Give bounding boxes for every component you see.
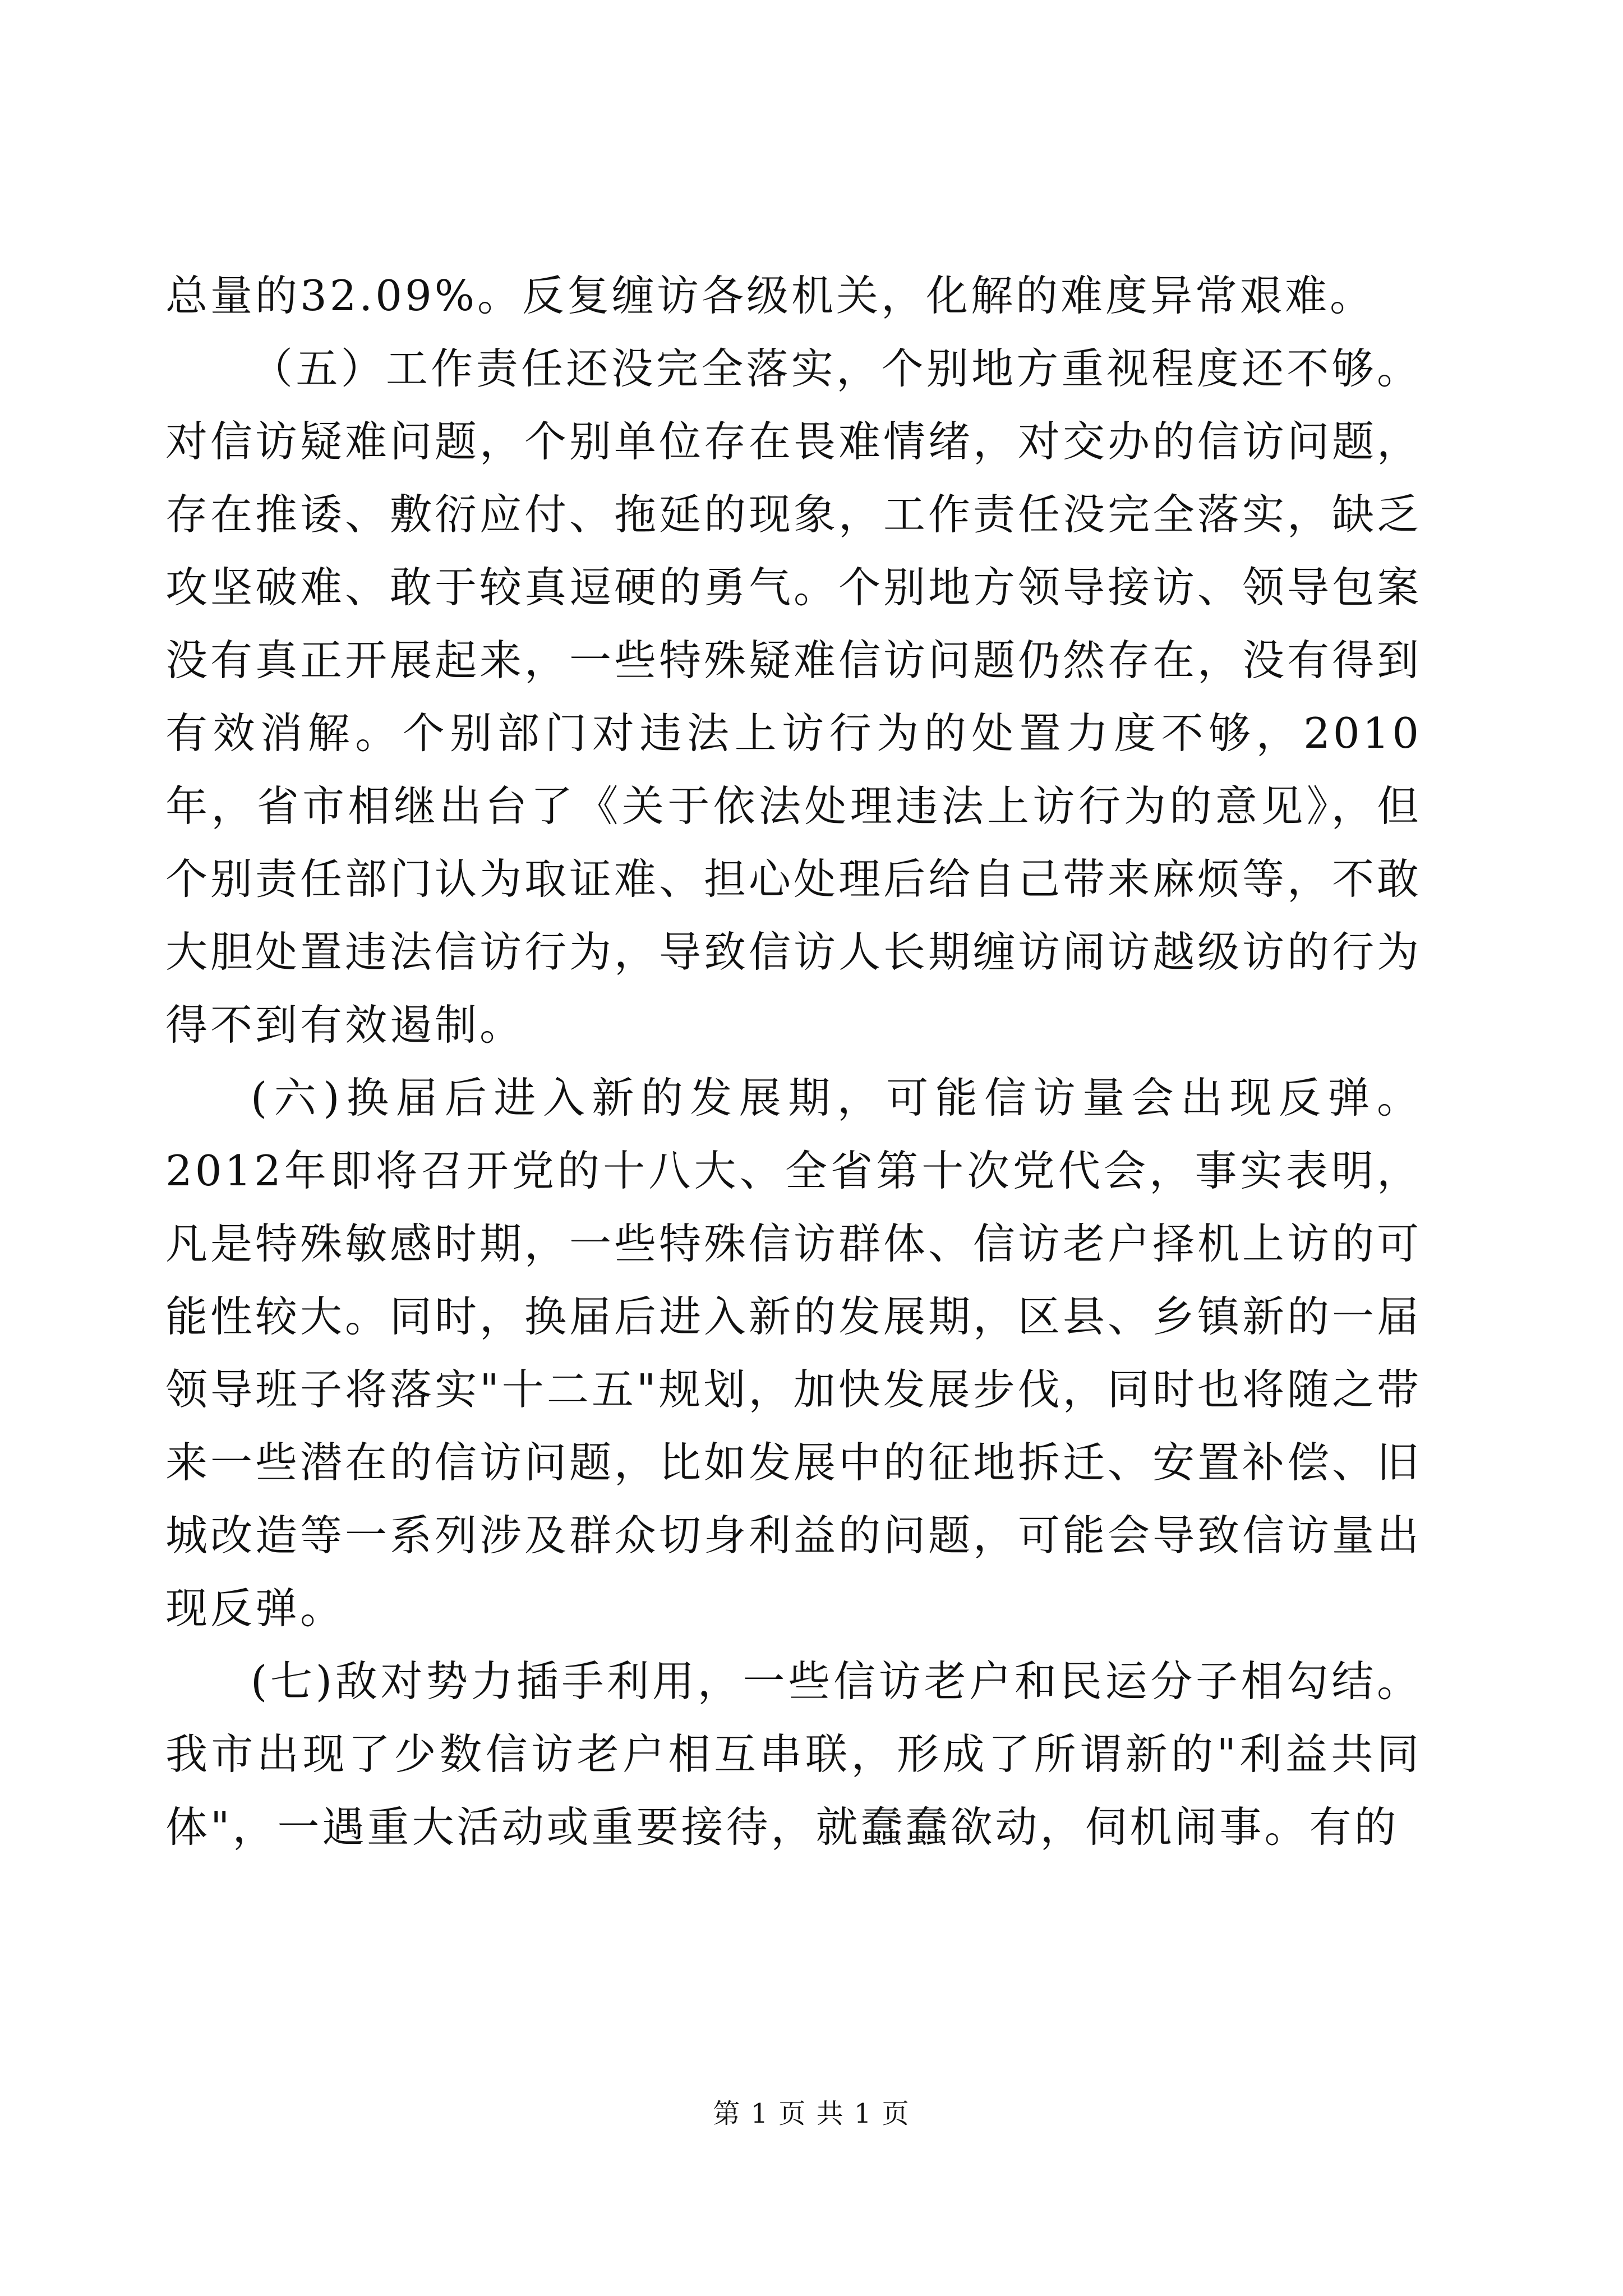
paragraph-section-five: （五）工作责任还没完全落实，个别地方重视程度还不够。对信访疑难问题，个别单位存在畏难情绪，对交办的信访问题，存在推诿、敷衍应付、拖延的现象，工作责任没完全落实，缺乏攻坚破难、敢于较真逗硬的勇气。个别地方领导接访、领导包案没有真正开展起来，一些特殊疑难信访问题仍然存在，没有得到有效消解。个别部门对违法上访行为的处置力度不够，2010年，省市相继出台了《关于依法处理违法上访行为的意见》，但个别责任部门认为取证难、担心处理后给自己带来麻烦等，不敢大胆处置违法信访行为，导致信访人长期缠访闹访越级访的行为得不到有效遏制。 — [165, 344, 1422, 1050]
paragraph-section-seven: (七)敌对势力插手利用，一些信访老户和民运分子相勾结。我市出现了少数信访老户相互串联，形成了所谓新的"利益共同体"，一遇重大活动或重要接待，就蠢蠢欲动，伺机闹事。有的 — [165, 1657, 1422, 1852]
document-body — [165, 259, 1422, 1864]
paragraph-section-six: (六)换届后进入新的发展期，可能信访量会出现反弹。2012年即将召开党的十八大、全省第十次党代会，事实表明，凡是特殊敏感时期，一些特殊信访群体、信访老户择机上访的可能性较大。同时，换届后进入新的发展期，区县、乡镇新的一届领导班子将落实"十二五"规划，加快发展步伐，同时也将随之带来一些潜在的信访问题，比如发展中的征地拆迁、安置补偿、旧城改造等一系列涉及群众切身利益的问题，可能会导致信访量出现反弹。 — [165, 1073, 1422, 1633]
paragraph-continuation: 总量的32.09%。反复缠访各级机关，化解的难度异常艰难。 — [165, 271, 1375, 320]
page-number-footer: 第 1 页 共 1 页 — [713, 2098, 910, 2129]
